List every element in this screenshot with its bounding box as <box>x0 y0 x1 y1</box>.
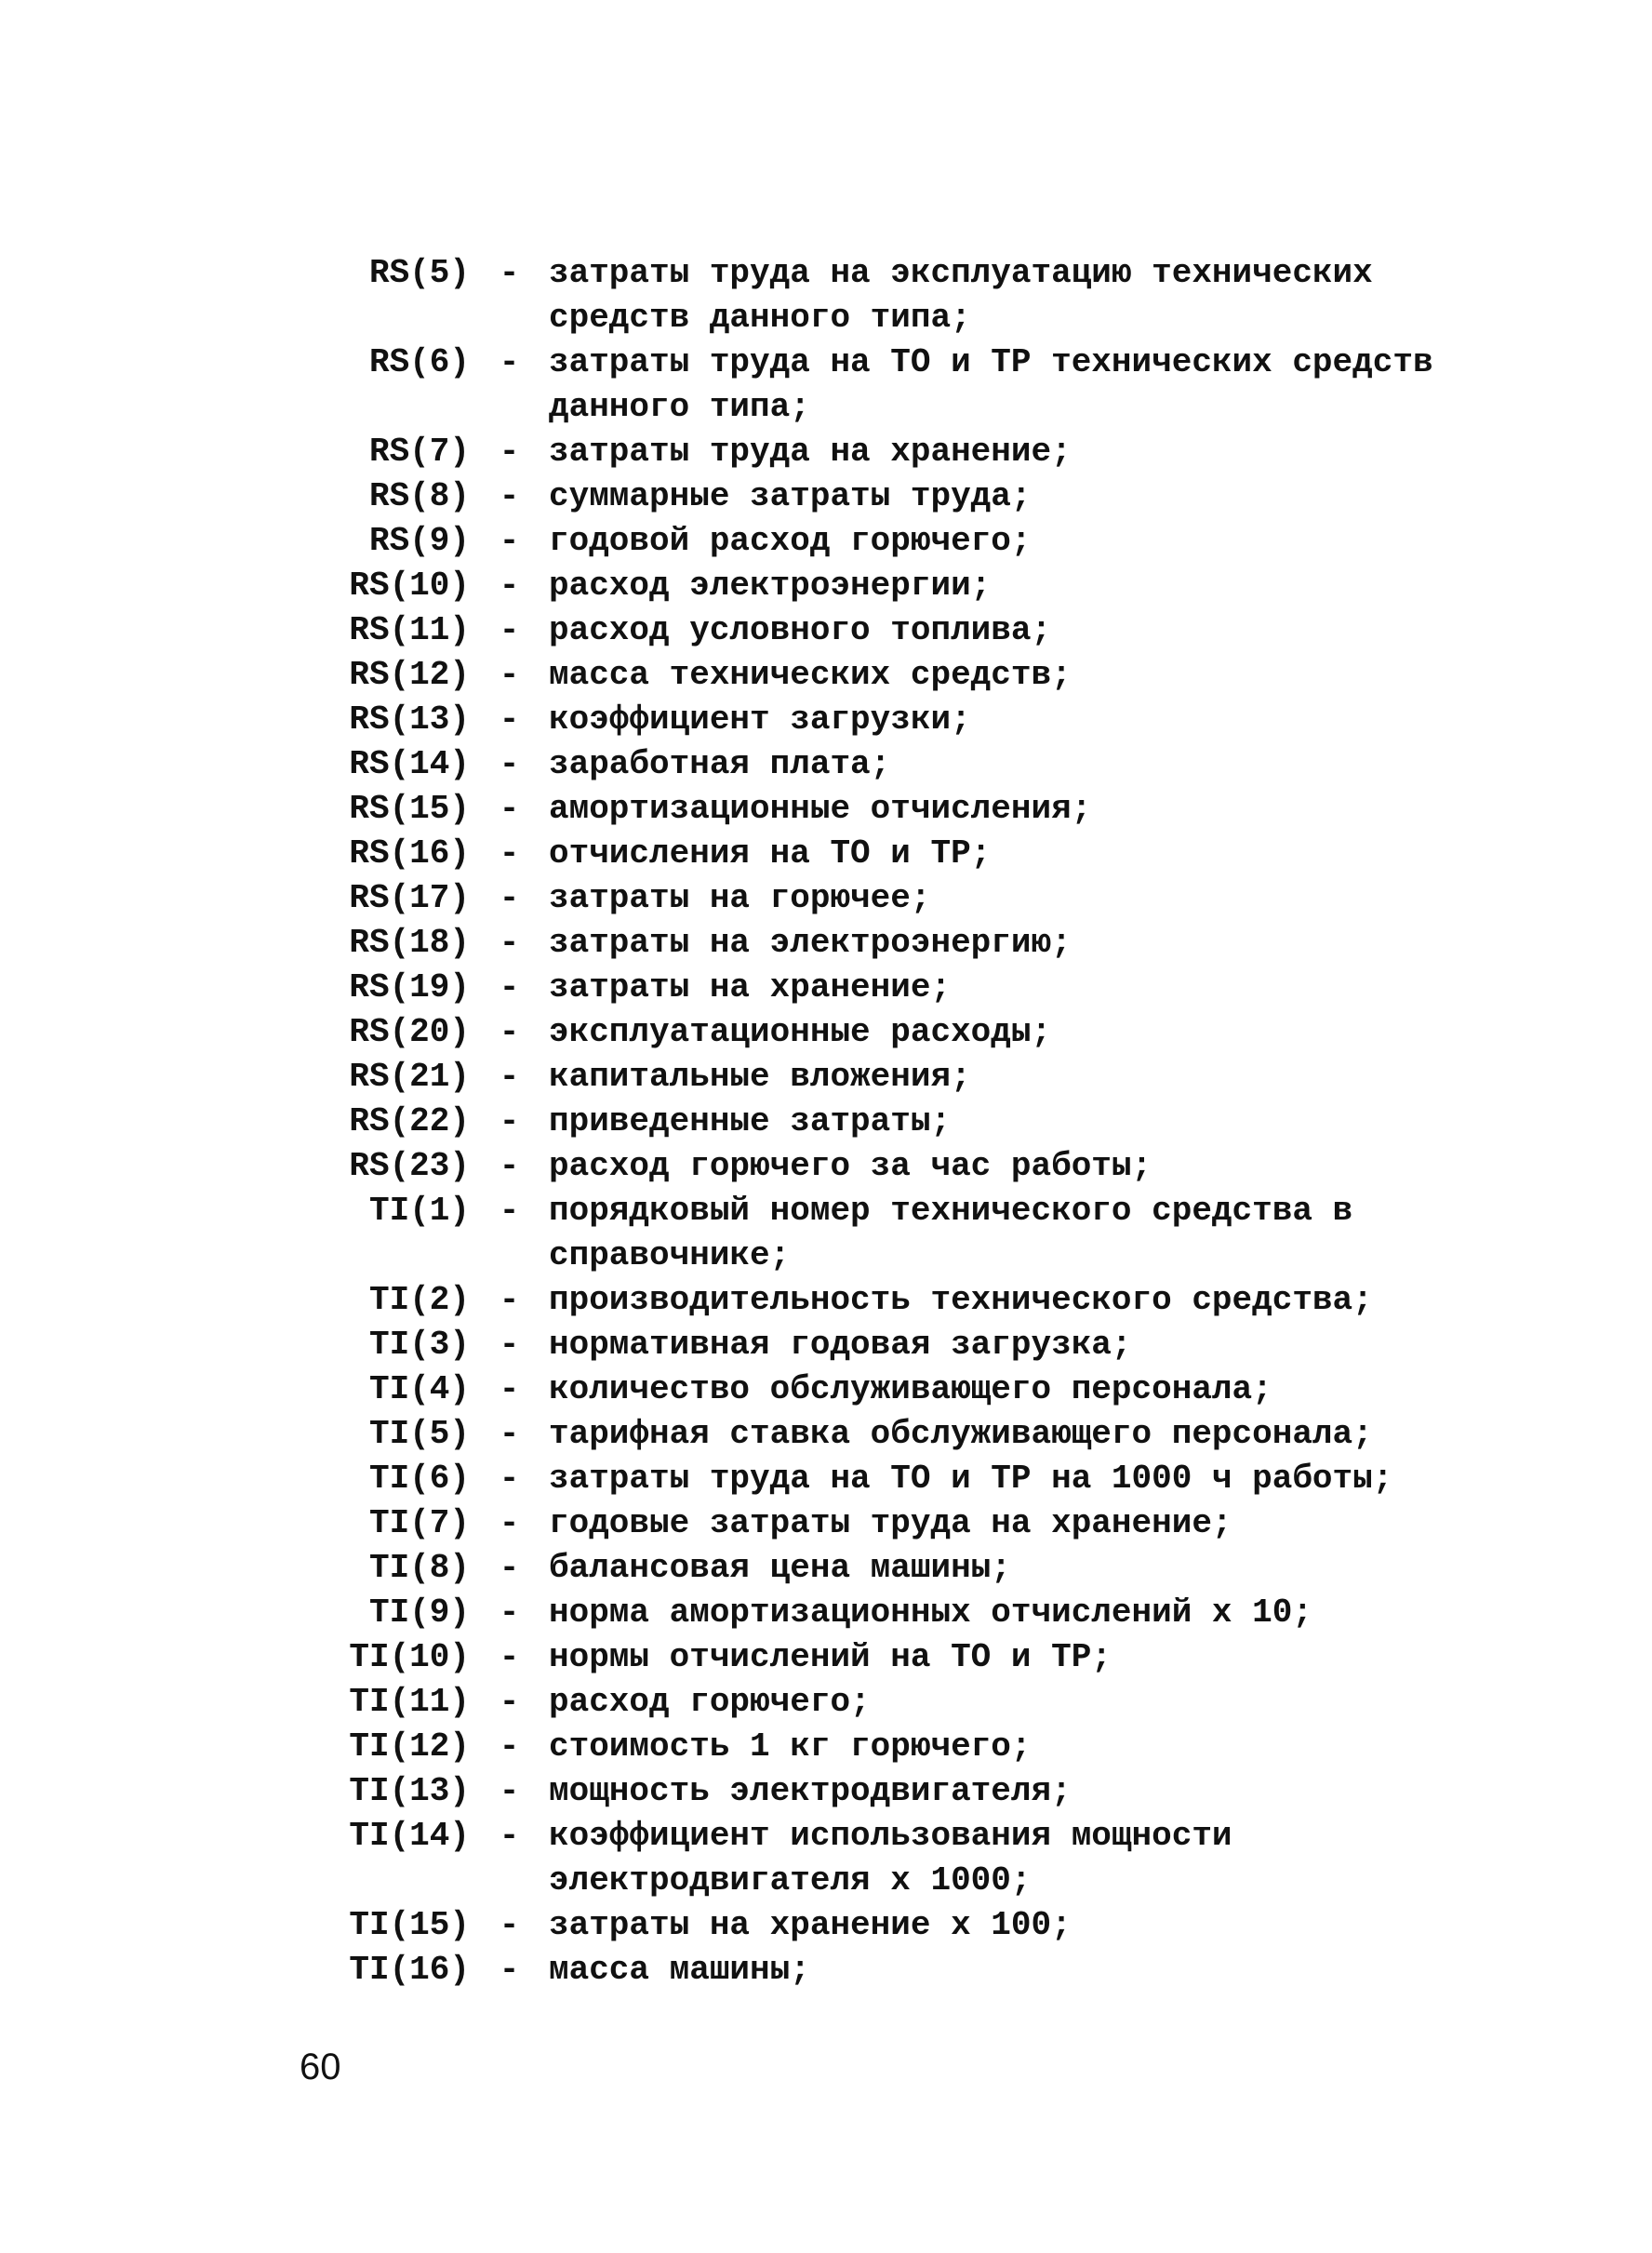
definition-entry <box>0 966 1652 1010</box>
variable-description: расход электроэнергии; <box>549 567 992 605</box>
page-number: 60 <box>300 2046 341 2087</box>
variable-description: затраты труда на хранение; <box>549 433 1072 471</box>
definition-entry <box>0 787 1652 832</box>
definition-entry <box>0 519 1652 564</box>
definition-entry <box>0 1903 1652 1948</box>
variable-code: TI(14) <box>349 1817 470 1855</box>
variable-description: коэффициент использования мощности электродвигателя х 1000; <box>549 1817 1232 1900</box>
variable-description: затраты труда на эксплуатацию технических средств данного типа; <box>549 254 1373 337</box>
definition-entry <box>0 251 1652 340</box>
variable-description: затраты на электроэнергию; <box>549 924 1072 962</box>
definition-dash: - <box>499 1102 520 1140</box>
variable-code: RS(23) <box>349 1147 470 1185</box>
variable-code: RS(9) <box>368 522 470 560</box>
definition-entry <box>0 1591 1652 1635</box>
variable-description: масса технических средств; <box>549 656 1072 694</box>
definition-dash: - <box>499 1817 520 1855</box>
definition-entry <box>0 1367 1652 1412</box>
definition-dash: - <box>499 477 520 515</box>
variable-code: TI(12) <box>349 1727 470 1766</box>
variable-code: RS(22) <box>349 1102 470 1140</box>
variable-description: заработная плата; <box>549 745 891 783</box>
definition-dash: - <box>499 1192 520 1230</box>
variable-code: TI(11) <box>349 1683 470 1721</box>
definition-dash: - <box>499 1013 520 1051</box>
definition-entry <box>0 1323 1652 1367</box>
variable-description: нормативная годовая загрузка; <box>549 1326 1132 1364</box>
variable-code: RS(10) <box>349 567 470 605</box>
variable-description: амортизационные отчисления; <box>549 790 1092 828</box>
variable-code: TI(2) <box>368 1281 470 1319</box>
variable-code: TI(10) <box>349 1638 470 1676</box>
variable-code: TI(15) <box>349 1906 470 1944</box>
variable-description: годовые затраты труда на хранение; <box>549 1504 1232 1542</box>
definition-dash: - <box>499 968 520 1007</box>
variable-code: RS(18) <box>349 924 470 962</box>
definition-entry <box>0 1948 1652 1993</box>
variable-description: коэффициент загрузки; <box>549 700 971 739</box>
variable-code: TI(4) <box>368 1370 470 1408</box>
variable-description: затраты на хранение х 100; <box>549 1906 1072 1944</box>
variable-description: отчисления на ТО и ТР; <box>549 834 992 873</box>
variable-code: TI(9) <box>368 1593 470 1632</box>
definition-dash: - <box>499 1906 520 1944</box>
definition-entry <box>0 1144 1652 1189</box>
variable-code: TI(13) <box>349 1772 470 1810</box>
variable-description: нормы отчислений на ТО и ТР; <box>549 1638 1112 1676</box>
definition-dash: - <box>499 1683 520 1721</box>
definition-entry <box>0 1501 1652 1546</box>
variable-description: суммарные затраты труда; <box>549 477 1032 515</box>
variable-code: RS(13) <box>349 700 470 739</box>
definition-dash: - <box>499 656 520 694</box>
variable-code: RS(16) <box>349 834 470 873</box>
definition-entry <box>0 1055 1652 1100</box>
variable-description: расход горючего за час работы; <box>549 1147 1152 1185</box>
variable-code: TI(5) <box>368 1415 470 1453</box>
variable-description: капитальные вложения; <box>549 1058 971 1096</box>
variable-code: RS(20) <box>349 1013 470 1051</box>
definition-dash: - <box>499 254 520 292</box>
variable-code: TI(7) <box>368 1504 470 1542</box>
definition-entry <box>0 921 1652 966</box>
variable-description: норма амортизационных отчислений х 10; <box>549 1593 1312 1632</box>
definition-dash: - <box>499 1460 520 1498</box>
definition-dash: - <box>499 1593 520 1632</box>
definition-dash: - <box>499 745 520 783</box>
variable-description: масса машины; <box>549 1951 810 1989</box>
variable-code: TI(6) <box>368 1460 470 1498</box>
definition-entry <box>0 1100 1652 1144</box>
variable-description: расход горючего; <box>549 1683 871 1721</box>
definition-dash: - <box>499 567 520 605</box>
variable-code: RS(15) <box>349 790 470 828</box>
variable-code: RS(6) <box>368 343 470 381</box>
definition-entry <box>0 698 1652 742</box>
variable-description: мощность электродвигателя; <box>549 1772 1072 1810</box>
definition-dash: - <box>499 924 520 962</box>
variable-code: RS(5) <box>368 254 470 292</box>
definition-entry <box>0 1725 1652 1769</box>
definition-dash: - <box>499 834 520 873</box>
definition-entry <box>0 430 1652 474</box>
definition-dash: - <box>499 790 520 828</box>
definition-entry <box>0 1457 1652 1501</box>
variable-description: тарифная ставка обслуживающего персонала; <box>549 1415 1373 1453</box>
variable-code: RS(8) <box>368 477 470 515</box>
definition-dash: - <box>499 1326 520 1364</box>
definition-entry <box>0 832 1652 876</box>
definition-dash: - <box>499 1951 520 1989</box>
definition-dash: - <box>499 700 520 739</box>
variable-code: RS(11) <box>349 611 470 649</box>
definition-dash: - <box>499 1772 520 1810</box>
definition-dash: - <box>499 522 520 560</box>
definition-entry <box>0 653 1652 698</box>
definition-entry <box>0 340 1652 430</box>
definition-dash: - <box>499 1147 520 1185</box>
definition-entry <box>0 1635 1652 1680</box>
variable-description: затраты труда на ТО и ТР на 1000 ч работы; <box>549 1460 1393 1498</box>
definition-dash: - <box>499 611 520 649</box>
variable-description: производительность технического средства; <box>549 1281 1373 1319</box>
variable-description: количество обслуживающего персонала; <box>549 1370 1272 1408</box>
variable-description: порядковый номер технического средства в справочнике; <box>549 1192 1353 1274</box>
variable-description: стоимость 1 кг горючего; <box>549 1727 1032 1766</box>
variable-code: RS(14) <box>349 745 470 783</box>
variable-code: RS(21) <box>349 1058 470 1096</box>
definition-entry <box>0 1010 1652 1055</box>
variable-description: затраты труда на ТО и ТР технических средств данного типа; <box>549 343 1433 426</box>
variable-description: эксплуатационные расходы; <box>549 1013 1052 1051</box>
definition-entry <box>0 1769 1652 1814</box>
variable-description: затраты на горючее; <box>549 879 931 917</box>
definitions-list <box>0 251 1652 1993</box>
variable-description: годовой расход горючего; <box>549 522 1032 560</box>
definition-dash: - <box>499 1058 520 1096</box>
variable-description: приведенные затраты; <box>549 1102 952 1140</box>
definition-entry <box>0 1412 1652 1457</box>
variable-code: TI(3) <box>368 1326 470 1364</box>
definition-dash: - <box>499 879 520 917</box>
variable-code: RS(7) <box>368 433 470 471</box>
definition-dash: - <box>499 1415 520 1453</box>
definition-entry <box>0 876 1652 921</box>
definition-entry <box>0 1680 1652 1725</box>
variable-code: RS(17) <box>349 879 470 917</box>
variable-code: TI(8) <box>368 1549 470 1587</box>
definition-entry <box>0 564 1652 608</box>
definition-dash: - <box>499 1281 520 1319</box>
variable-description: балансовая цена машины; <box>549 1549 1011 1587</box>
definition-dash: - <box>499 1549 520 1587</box>
variable-description: затраты на хранение; <box>549 968 952 1007</box>
definition-entry <box>0 474 1652 519</box>
variable-code: RS(12) <box>349 656 470 694</box>
definition-dash: - <box>499 343 520 381</box>
definition-entry <box>0 742 1652 787</box>
definition-dash: - <box>499 1504 520 1542</box>
definition-entry <box>0 1278 1652 1323</box>
definition-dash: - <box>499 1370 520 1408</box>
definition-entry <box>0 608 1652 653</box>
variable-code: RS(19) <box>349 968 470 1007</box>
variable-code: TI(16) <box>349 1951 470 1989</box>
definition-dash: - <box>499 433 520 471</box>
definition-dash: - <box>499 1727 520 1766</box>
definition-entry <box>0 1546 1652 1591</box>
definition-dash: - <box>499 1638 520 1676</box>
definition-entry <box>0 1189 1652 1278</box>
definition-entry <box>0 1814 1652 1903</box>
variable-code: TI(1) <box>368 1192 470 1230</box>
variable-description: расход условного топлива; <box>549 611 1052 649</box>
